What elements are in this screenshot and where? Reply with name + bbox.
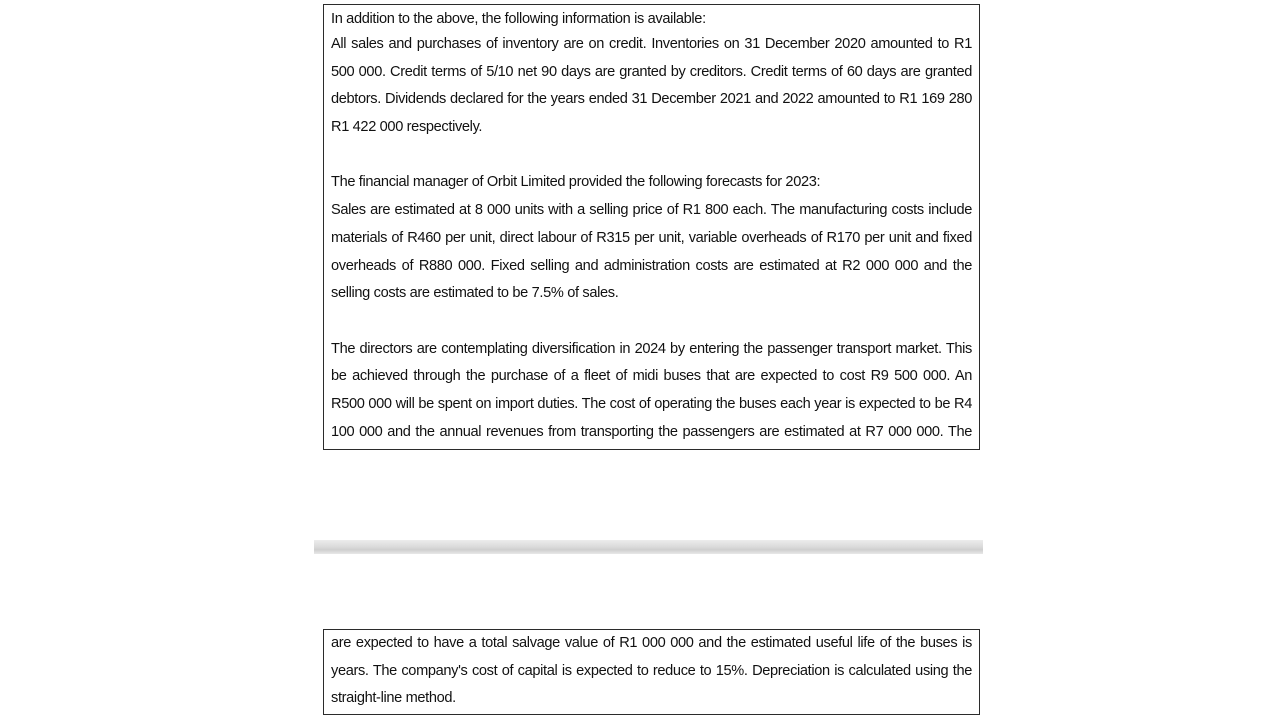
paragraph-2-line: materials of R460 per unit, direct labour of R315 per unit, variable overheads of R170 per unit and fixed xyxy=(331,229,972,246)
paragraph-3-continued-line: are expected to have a total salvage value of R1 000 000 and the estimated useful life of the buses is xyxy=(331,635,972,651)
intro-line: In addition to the above, the following information is available: xyxy=(331,11,706,27)
paragraph-2-line: overheads of R880 000. Fixed selling and administration costs are estimated at R2 000 000 and the xyxy=(331,257,972,274)
paragraph-2-line: Sales are estimated at 8 000 units with a selling price of R1 800 each. The manufacturing costs include xyxy=(331,202,972,219)
paragraph-1-line: R1 422 000 respectively. xyxy=(331,119,483,136)
paragraph-gap xyxy=(331,308,972,336)
paragraph-1-line: debtors. Dividends declared for the years ended 31 December 2021 and 2022 amounted to R1 169 280 xyxy=(331,91,972,108)
paragraph-2-line: selling costs are estimated to be 7.5% of sales. xyxy=(331,285,619,302)
paragraph-1-line: All sales and purchases of inventory are on credit. Inventories on 31 December 2020 amounted to R1 xyxy=(331,36,972,52)
page-separator xyxy=(314,540,983,554)
paragraph-3-line: 100 000 and the annual revenues from transporting the passengers are estimated at R7 000 000. The xyxy=(331,423,972,440)
paragraph-3-line: R500 000 will be spent on import duties. The cost of operating the buses each year is expected to be R4 xyxy=(331,395,972,412)
forecast-intro-line: The financial manager of Orbit Limited provided the following forecasts for 2023: xyxy=(331,174,821,191)
paragraph-3-line: be achieved through the purchase of a fleet of midi buses that are expected to cost R9 500 000. An xyxy=(331,368,972,385)
text-box-page-2 xyxy=(323,629,980,715)
text-box-page-1 xyxy=(323,4,980,450)
paragraph-3-continued-line: straight-line method. xyxy=(331,690,456,707)
paragraph-gap xyxy=(331,142,972,170)
paragraph-3-line: The directors are contemplating diversification in 2024 by entering the passenger transport market. This xyxy=(331,340,972,357)
paragraph-3-continued-line: years. The company's cost of capital is expected to reduce to 15%. Depreciation is calculated using the xyxy=(331,662,972,679)
paragraph-1-line: 500 000. Credit terms of 5/10 net 90 days are granted by creditors. Credit terms of 60 days are granted xyxy=(331,63,972,80)
